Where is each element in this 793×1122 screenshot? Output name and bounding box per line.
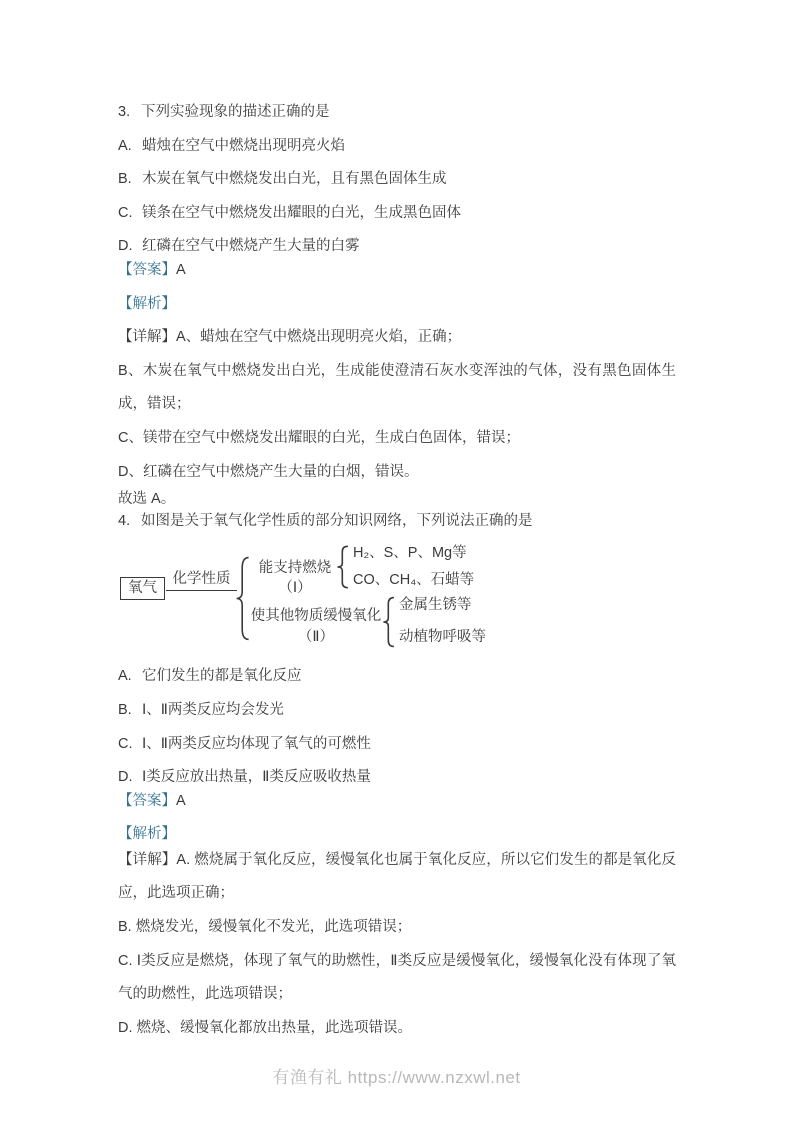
branch-title: 能支持燃烧 <box>258 560 332 577</box>
option-text: Ⅰ、Ⅱ两类反应均体现了氧气的可燃性 <box>142 735 371 752</box>
branch-2-items <box>399 589 486 653</box>
diagram-item: H₂、S、P、Mg等 <box>353 545 467 562</box>
question-3-explanation-c: C、镁带在空气中燃烧发出耀眼的白光，生成白色固体，错误； <box>118 429 520 446</box>
option-text: 它们发生的都是氧化反应 <box>142 668 302 685</box>
relation-label: 化学性质 <box>166 571 237 591</box>
question-number: 4. <box>118 512 131 529</box>
option-label: C. <box>118 204 133 221</box>
option-text: Ⅰ类反应放出热量，Ⅱ类反应吸收热量 <box>142 769 371 786</box>
question-3 <box>118 96 676 517</box>
question-3-explanation-d: D、红磷在空气中燃烧产生大量的白烟，错误。 <box>118 463 419 480</box>
option-label: A. <box>118 668 132 685</box>
question-number: 3. <box>118 104 131 120</box>
question-4-stem <box>118 505 676 539</box>
question-4-option-c <box>118 728 676 762</box>
question-4-explanation-c: C. Ⅰ类反应是燃烧，体现了氧气的助燃性，Ⅱ类反应是缓慢氧化，缓慢氧化没有体现了氧气的助燃性，此选项错误； <box>118 952 676 1003</box>
question-4-option-b <box>118 694 676 728</box>
question-3-option-a <box>118 130 676 164</box>
branch-slow-oxidation-label <box>250 606 382 648</box>
option-label: D. <box>118 769 133 786</box>
branch-supports-combustion-label <box>248 558 342 598</box>
question-3-conclusion: 故选 A。 <box>118 491 176 508</box>
watermark-footer: 有渔有礼 https://www.nzxwl.net <box>272 1068 521 1087</box>
diagram-item: 金属生锈等 <box>399 597 472 614</box>
answer-label: 【答案】 <box>118 261 176 278</box>
option-label: D. <box>118 238 133 255</box>
option-text: 蜡烛在空气中燃烧出现明亮火焰 <box>142 137 345 154</box>
answer-label: 【答案】 <box>118 792 176 809</box>
option-label: A. <box>118 137 132 154</box>
branch-2-brace-icon <box>382 596 396 648</box>
answer-value: A <box>176 792 186 809</box>
branch-title: 使其他物质缓慢氧化 <box>250 608 382 625</box>
branch-1-brace-icon <box>336 545 350 589</box>
answer-value: A <box>176 261 186 278</box>
option-label: B. <box>118 171 132 188</box>
document-body <box>118 96 676 1045</box>
question-4-explanation-b: B. 燃烧发光，缓慢氧化不发光，此选项错误； <box>118 919 412 936</box>
question-3-explanation-a: 【详解】A、蜡烛在空气中燃烧出现明亮火焰，正确； <box>118 329 462 346</box>
branch-numeral: （Ⅱ） <box>297 629 335 646</box>
analysis-label: 【解析】 <box>118 295 176 312</box>
diagram-item: CO、CH₄、石蜡等 <box>353 572 475 589</box>
question-4-explanation-a: 【详解】A. 燃烧属于氧化反应，缓慢氧化也属于氧化反应，所以它们发生的都是氧化反应，此选项正确； <box>118 851 676 902</box>
question-4-option-a <box>118 660 676 694</box>
analysis-label: 【解析】 <box>118 826 176 843</box>
oxygen-root-node: 氧气 <box>120 577 165 600</box>
diagram-item: 动植物呼吸等 <box>399 629 486 646</box>
question-3-option-b <box>118 163 676 197</box>
branch-1-items <box>353 540 474 594</box>
question-3-analysis-heading <box>118 288 676 322</box>
option-label: C. <box>118 735 133 752</box>
option-label: B. <box>118 701 132 718</box>
branch-numeral: （Ⅰ） <box>278 580 312 597</box>
option-text: 木炭在氧气中燃烧发出白光，且有黑色固体生成 <box>142 171 447 188</box>
option-text: 镁条在空气中燃烧发出耀眼的白光，生成黑色固体 <box>142 204 461 221</box>
option-text: Ⅰ、Ⅱ两类反应均会发光 <box>142 701 284 718</box>
question-3-option-c <box>118 197 676 231</box>
question-3-explanation-b: B、木炭在氧气中燃烧发出白光，生成能使澄清石灰水变浑浊的气体，没有黑色固体生成，错误； <box>118 362 676 413</box>
question-stem-text: 下列实验现象的描述正确的是 <box>141 104 330 120</box>
question-3-stem <box>118 96 676 130</box>
question-4-explanation-d: D. 燃烧、缓慢氧化都放出热量，此选项错误。 <box>118 1019 413 1036</box>
question-stem-text: 如图是关于氧气化学性质的部分知识网络，下列说法正确的是 <box>141 512 533 529</box>
option-text: 红磷在空气中燃烧产生大量的白雾 <box>142 238 360 255</box>
question-4 <box>118 505 676 1046</box>
oxygen-knowledge-network-diagram <box>118 542 676 654</box>
